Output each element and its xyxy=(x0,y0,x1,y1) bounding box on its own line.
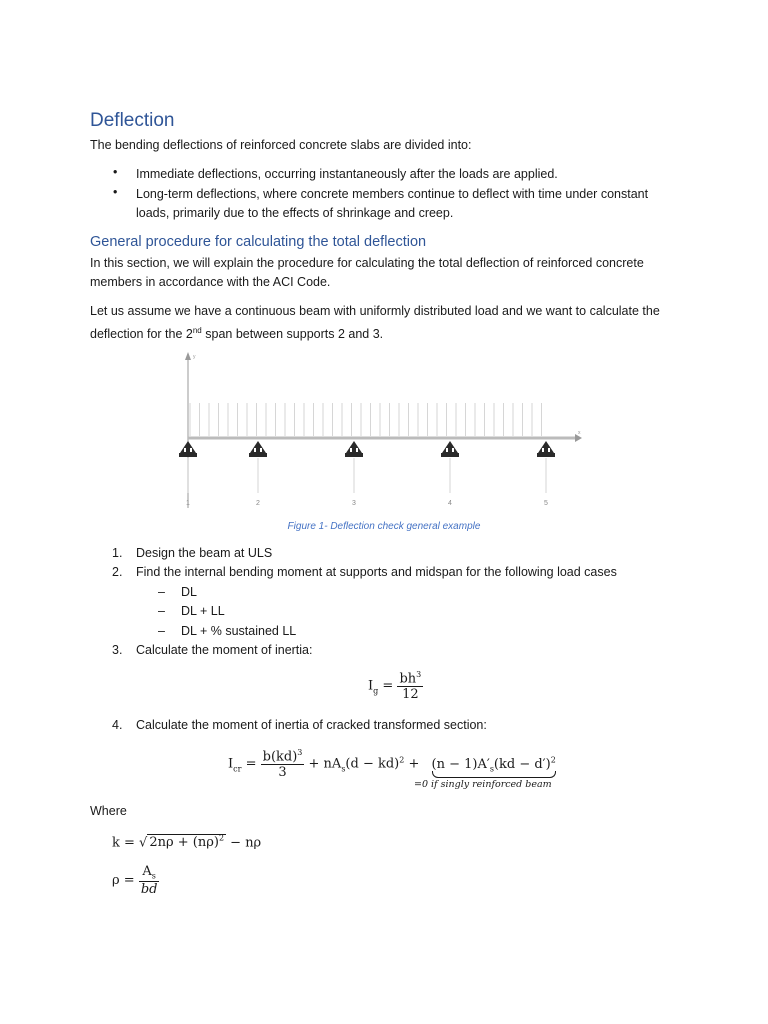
support-label: 5 xyxy=(544,500,548,507)
support-label: 4 xyxy=(448,500,452,507)
step-1: Design the beam at ULS xyxy=(136,546,273,560)
underbrace-note: =0 if singly reinforced beam xyxy=(414,779,552,790)
formula-rho: ρ = $\frac{A_s}{bd}$ xyxy=(112,864,158,897)
beam-figure xyxy=(170,348,590,516)
support-4 xyxy=(441,441,459,507)
load-case-dl: DL xyxy=(181,585,197,599)
bullet-item-1: Immediate deflections, occurring instantaneously after the loads are applied. xyxy=(136,167,558,181)
support-3 xyxy=(345,441,363,507)
dash: – xyxy=(158,585,165,599)
distributed-load xyxy=(190,403,542,436)
heading-deflection: Deflection xyxy=(90,110,175,131)
load-case-sustained: DL + % sustained LL xyxy=(181,624,297,638)
y-axis xyxy=(185,352,196,508)
formula-ig: $I_g$ = $\frac{bh^3}{12}$ xyxy=(368,670,422,703)
support-label: 1 xyxy=(186,500,190,507)
dash: – xyxy=(158,624,165,638)
formula-icr: $I_{cr}$ = $\frac{b(kd)^3}{3}$ + $nA_s(d - kd)^2 + (n - 1)A'_s(kd - d')^2$ xyxy=(228,748,556,781)
step-number: 3. xyxy=(112,643,123,657)
support-label: 3 xyxy=(352,500,356,507)
step-number: 2. xyxy=(112,565,123,579)
support-5 xyxy=(537,441,555,507)
bullet-item-2: Long-term deflections, where concrete members continue to deflect with time under constant xyxy=(136,187,649,201)
figure-caption: Figure 1- Deflection check general example xyxy=(287,521,481,532)
para2-text-a: deflection for the 2 xyxy=(90,327,193,342)
step-number: 1. xyxy=(112,546,123,560)
step-4: Calculate the moment of inertia of cracked transformed section: xyxy=(136,718,487,732)
formula-k: k = √ $2n\rho + (n\rho)^2 - n\rho$ xyxy=(112,834,262,851)
para1-line2: members in accordance with the ACI Code. xyxy=(90,275,331,289)
bullet-glyph: • xyxy=(113,185,118,199)
intro-text: The bending deflections of reinforced concrete slabs are divided into: xyxy=(90,138,472,152)
load-case-dl-ll: DL + LL xyxy=(181,604,225,618)
supports xyxy=(179,441,555,507)
x-axis-label: x xyxy=(578,430,581,436)
bullet-glyph: • xyxy=(113,165,118,179)
para2-line2 xyxy=(90,321,690,344)
dash: – xyxy=(158,604,165,618)
subheading-procedure: General procedure for calculating the total deflection xyxy=(90,234,427,250)
where-label: Where xyxy=(90,804,127,818)
step-2: Find the internal bending moment at supports and midspan for the following load cases xyxy=(136,565,617,579)
para2-line1: Let us assume we have a continuous beam with uniformly distributed load and we want to calculate the xyxy=(90,304,660,318)
para1-line1: In this section, we will explain the procedure for calculating the total deflection of reinforced concrete xyxy=(90,256,644,270)
step-3: Calculate the moment of inertia: xyxy=(136,643,313,657)
support-2 xyxy=(249,441,267,507)
bullet-item-2-cont: loads, primarily due to the effects of shrinkage and creep. xyxy=(136,206,454,220)
y-axis-label: y xyxy=(193,354,196,360)
para2-text-b: span between supports 2 and 3. xyxy=(201,327,384,342)
para2-sup: nd xyxy=(192,326,202,335)
step-number: 4. xyxy=(112,718,123,732)
support-label: 2 xyxy=(256,500,260,507)
